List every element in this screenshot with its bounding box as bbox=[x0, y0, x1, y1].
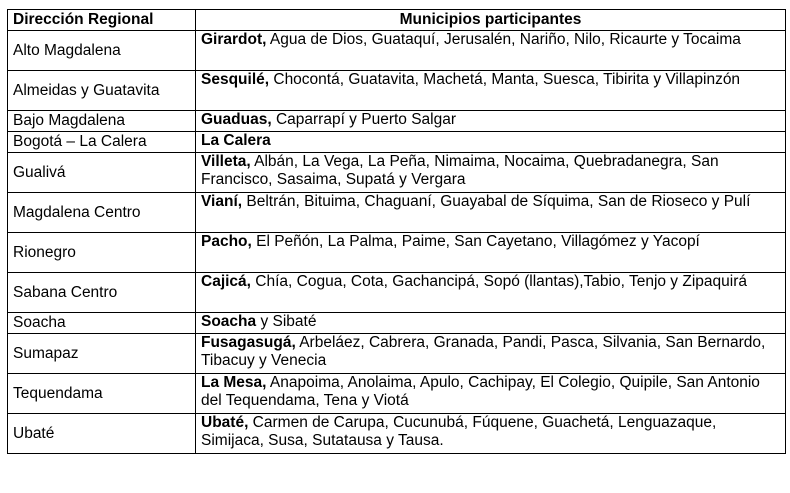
head-municipio: Sesquilé, bbox=[201, 71, 270, 88]
other-municipios: El Peñón, La Palma, Paime, San Cayetano, Villagómez y Yacopí bbox=[251, 233, 700, 250]
region-cell: Sabana Centro bbox=[8, 273, 196, 313]
region-cell: Sumapaz bbox=[8, 334, 196, 374]
region-cell: Ubaté bbox=[8, 414, 196, 454]
header-municipios: Municipios participantes bbox=[196, 10, 786, 31]
other-municipios: y Sibaté bbox=[256, 313, 317, 330]
table-row bbox=[8, 111, 786, 132]
head-municipio: Ubaté, bbox=[201, 414, 249, 431]
header-row bbox=[8, 10, 786, 31]
region-cell: Magdalena Centro bbox=[8, 193, 196, 233]
head-municipio: Guaduas, bbox=[201, 111, 272, 128]
head-municipio: Pacho, bbox=[201, 233, 252, 250]
other-municipios: Carmen de Carupa, Cucunubá, Fúquene, Guachetá, Lenguazaque, Simijaca, Susa, Sutatausa y Tausa. bbox=[201, 414, 717, 449]
municipios-cell bbox=[196, 334, 786, 374]
table-row bbox=[8, 273, 786, 313]
head-municipio: Villeta, bbox=[201, 153, 251, 170]
region-cell: Alto Magdalena bbox=[8, 31, 196, 71]
other-municipios: Agua de Dios, Guataquí, Jerusalén, Nariño, Nilo, Ricaurte y Tocaima bbox=[266, 31, 741, 48]
municipios-cell bbox=[196, 414, 786, 454]
region-cell: Bajo Magdalena bbox=[8, 111, 196, 132]
table-row bbox=[8, 71, 786, 111]
municipios-cell bbox=[196, 374, 786, 414]
table-row bbox=[8, 374, 786, 414]
municipios-cell bbox=[196, 273, 786, 313]
header-region: Dirección Regional bbox=[8, 10, 196, 31]
municipios-cell bbox=[196, 111, 786, 132]
other-municipios: Chocontá, Guatavita, Machetá, Manta, Suesca, Tibirita y Villapinzón bbox=[269, 71, 741, 88]
table-row bbox=[8, 153, 786, 193]
table-row bbox=[8, 233, 786, 273]
table-row bbox=[8, 334, 786, 374]
other-municipios: Anapoima, Anolaima, Apulo, Cachipay, El Colegio, Quipile, San Antonio del Tequendama, Tena y Viotá bbox=[201, 374, 760, 409]
head-municipio: Vianí, bbox=[201, 193, 243, 210]
other-municipios: Albán, La Vega, La Peña, Nimaima, Nocaima, Quebradanegra, San Francisco, Sasaima, Supatá y Vergara bbox=[201, 153, 719, 188]
municipios-cell bbox=[196, 132, 786, 153]
municipios-cell bbox=[196, 153, 786, 193]
other-municipios: Caparrapí y Puerto Salgar bbox=[271, 111, 457, 128]
municipios-cell bbox=[196, 233, 786, 273]
table-row bbox=[8, 313, 786, 334]
region-cell: Soacha bbox=[8, 313, 196, 334]
table-row bbox=[8, 193, 786, 233]
municipios-cell bbox=[196, 193, 786, 233]
region-cell: Bogotá – La Calera bbox=[8, 132, 196, 153]
region-cell: Gualivá bbox=[8, 153, 196, 193]
other-municipios: Arbeláez, Cabrera, Granada, Pandi, Pasca, Silvania, San Bernardo, Tibacuy y Venecia bbox=[201, 334, 766, 369]
region-cell: Almeidas y Guatavita bbox=[8, 71, 196, 111]
table-row bbox=[8, 132, 786, 153]
table-row bbox=[8, 31, 786, 71]
region-cell: Rionegro bbox=[8, 233, 196, 273]
municipios-cell bbox=[196, 313, 786, 334]
municipios-cell bbox=[196, 71, 786, 111]
municipios-cell bbox=[196, 31, 786, 71]
region-cell: Tequendama bbox=[8, 374, 196, 414]
regional-municipalities-table bbox=[7, 9, 786, 454]
head-municipio: Soacha bbox=[201, 313, 257, 330]
head-municipio: Girardot, bbox=[201, 31, 267, 48]
head-municipio: La Calera bbox=[201, 132, 271, 149]
other-municipios: Beltrán, Bituima, Chaguaní, Guayabal de Síquima, San de Rioseco y Pulí bbox=[242, 193, 751, 210]
head-municipio: Fusagasugá, bbox=[201, 334, 296, 351]
table-row bbox=[8, 414, 786, 454]
head-municipio: Cajicá, bbox=[201, 273, 251, 290]
head-municipio: La Mesa, bbox=[201, 374, 267, 391]
other-municipios: Chía, Cogua, Cota, Gachancipá, Sopó (llantas),Tabio, Tenjo y Zipaquirá bbox=[250, 273, 747, 290]
